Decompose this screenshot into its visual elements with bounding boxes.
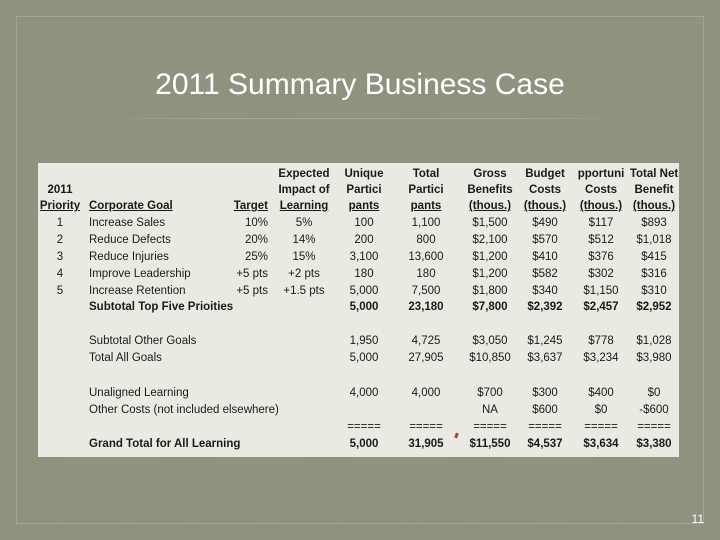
table-cell-opp: $376: [588, 251, 614, 263]
table-cell-total: 7,500: [411, 285, 441, 297]
table-cell-unique: 5,000: [349, 352, 379, 364]
table-cell-net: -$600: [639, 404, 669, 416]
table-cell-gross: $1,200: [472, 268, 508, 280]
table-cell-total: 27,905: [408, 352, 444, 364]
table-cell-gross: $2,100: [472, 234, 508, 246]
column-header-c8: Costs: [585, 184, 617, 196]
business-case-table: [38, 163, 679, 457]
column-header-c3: Impact of: [278, 184, 330, 196]
column-header-c6: (thous.): [468, 200, 512, 212]
table-cell-budget: $600: [532, 404, 558, 416]
table-cell-opp: $302: [588, 268, 614, 280]
table-cell-unique: 3,100: [349, 251, 379, 263]
row-label-unaligned: Unaligned Learning: [89, 387, 189, 399]
table-cell-net: $3,980: [636, 352, 672, 364]
title-divider: [105, 118, 620, 119]
table-cell-priority: 2: [56, 234, 64, 246]
table-cell-goal: Improve Leadership: [89, 268, 191, 280]
table-cell-impact: 15%: [292, 251, 316, 263]
table-cell-unique: 180: [354, 268, 374, 280]
separator-line: =====: [473, 421, 507, 433]
table-cell-gross: $10,850: [469, 352, 511, 364]
table-cell-net: $310: [641, 285, 667, 297]
table-cell-budget: $570: [532, 234, 558, 246]
table-cell-total: 1,100: [411, 217, 441, 229]
column-header-c9: (thous.): [632, 200, 676, 212]
table-cell-net: $3,380: [636, 438, 672, 450]
column-header-c0: Priority: [39, 200, 81, 212]
column-header-c3: Learning: [279, 200, 329, 212]
table-cell-goal: Increase Sales: [89, 217, 166, 229]
table-cell-opp: $117: [588, 217, 614, 229]
row-label-other_costs: Other Costs (not included elsewhere): [89, 404, 279, 416]
column-header-c8: pportuni: [577, 168, 625, 180]
table-cell-goal: Increase Retention: [89, 285, 186, 297]
column-header-c5: pants: [410, 200, 442, 212]
table-cell-gross: $3,050: [472, 335, 508, 347]
table-cell-unique: 5,000: [349, 438, 379, 450]
table-cell-net: $893: [641, 217, 667, 229]
table-cell-impact: +2 pts: [288, 268, 320, 280]
row-label-total_all: Total All Goals: [89, 352, 162, 364]
separator-line: =====: [637, 421, 671, 433]
table-cell-gross: $1,200: [472, 251, 508, 263]
column-header-c9: Total Net: [629, 168, 679, 180]
table-cell-unique: 200: [354, 234, 374, 246]
table-cell-target: 25%: [244, 251, 268, 263]
row-label-grand_total: Grand Total for All Learning: [89, 438, 241, 450]
column-header-c7: Budget: [525, 168, 565, 180]
table-cell-budget: $2,392: [527, 301, 563, 313]
red-marker: [454, 433, 459, 439]
table-cell-budget: $300: [532, 387, 558, 399]
table-cell-total: 31,905: [408, 438, 444, 450]
table-cell-target: +5 pts: [236, 268, 268, 280]
table-cell-total: 4,725: [411, 335, 441, 347]
page-number: 11: [691, 512, 704, 526]
table-cell-total: 4,000: [411, 387, 441, 399]
table-cell-opp: $1,150: [583, 285, 619, 297]
table-cell-target: 20%: [244, 234, 268, 246]
table-cell-total: 13,600: [408, 251, 444, 263]
table-cell-unique: 5,000: [349, 301, 379, 313]
table-cell-budget: $3,637: [527, 352, 563, 364]
table-cell-unique: 100: [354, 217, 374, 229]
separator-line: =====: [347, 421, 381, 433]
table-cell-target: +5 pts: [236, 285, 268, 297]
slide-title: 2011 Summary Business Case: [155, 68, 565, 101]
table-cell-target: 10%: [244, 217, 268, 229]
column-header-c9: Benefit: [634, 184, 674, 196]
column-header-c2: Target: [233, 200, 268, 212]
table-cell-goal: Reduce Injuries: [89, 251, 169, 263]
column-header-c5: Total: [412, 168, 440, 180]
table-cell-budget: $4,537: [527, 438, 563, 450]
column-header-c4: Partici: [346, 184, 382, 196]
column-header-c0: 2011: [47, 184, 73, 196]
row-label-subtotal_other: Subtotal Other Goals: [89, 335, 197, 347]
table-cell-gross: NA: [482, 404, 498, 416]
table-cell-impact: 14%: [292, 234, 316, 246]
table-cell-gross: $1,800: [472, 285, 508, 297]
table-cell-budget: $410: [532, 251, 558, 263]
table-cell-priority: 1: [56, 217, 64, 229]
table-cell-unique: 4,000: [349, 387, 379, 399]
column-header-c8: (thous.): [579, 200, 623, 212]
column-header-c4: Unique: [344, 168, 384, 180]
separator-line: =====: [409, 421, 443, 433]
table-cell-budget: $582: [532, 268, 558, 280]
table-cell-gross: $700: [477, 387, 503, 399]
table-cell-priority: 3: [56, 251, 64, 263]
column-header-c3: Expected: [278, 168, 330, 180]
table-cell-opp: $3,634: [583, 438, 619, 450]
table-cell-opp: $512: [588, 234, 614, 246]
row-label-subtotal_top5: Subtotal Top Five Prioities: [89, 301, 234, 313]
table-cell-total: 180: [416, 268, 436, 280]
separator-line: =====: [584, 421, 618, 433]
table-cell-net: $1,028: [636, 335, 672, 347]
separator-line: =====: [528, 421, 562, 433]
table-cell-net: $1,018: [636, 234, 672, 246]
table-cell-priority: 4: [56, 268, 64, 280]
table-cell-priority: 5: [56, 285, 64, 297]
table-cell-total: 800: [416, 234, 436, 246]
column-header-c7: (thous.): [523, 200, 567, 212]
table-cell-budget: $490: [532, 217, 558, 229]
table-cell-budget: $340: [532, 285, 558, 297]
table-cell-gross: $7,800: [472, 301, 508, 313]
column-header-c5: Partici: [408, 184, 444, 196]
column-header-c6: Benefits: [467, 184, 513, 196]
table-cell-opp: $2,457: [583, 301, 619, 313]
table-cell-net: $415: [641, 251, 667, 263]
table-cell-gross: $1,500: [472, 217, 508, 229]
table-cell-impact: 5%: [295, 217, 313, 229]
column-header-c7: Costs: [529, 184, 561, 196]
table-cell-net: $316: [641, 268, 667, 280]
table-cell-opp: $0: [594, 404, 608, 416]
table-cell-goal: Reduce Defects: [89, 234, 171, 246]
table-cell-total: 23,180: [408, 301, 444, 313]
column-header-c6: Gross: [473, 168, 507, 180]
table-cell-opp: $778: [588, 335, 614, 347]
table-cell-impact: +1.5 pts: [283, 285, 325, 297]
table-cell-opp: $3,234: [583, 352, 619, 364]
column-header-c4: pants: [348, 200, 380, 212]
table-cell-opp: $400: [588, 387, 614, 399]
table-cell-budget: $1,245: [527, 335, 563, 347]
table-cell-gross: $11,550: [469, 438, 511, 450]
table-cell-unique: 1,950: [349, 335, 379, 347]
table-cell-net: $0: [647, 387, 661, 399]
table-cell-unique: 5,000: [349, 285, 379, 297]
table-cell-net: $2,952: [636, 301, 672, 313]
column-header-c1: Corporate Goal: [89, 200, 173, 212]
